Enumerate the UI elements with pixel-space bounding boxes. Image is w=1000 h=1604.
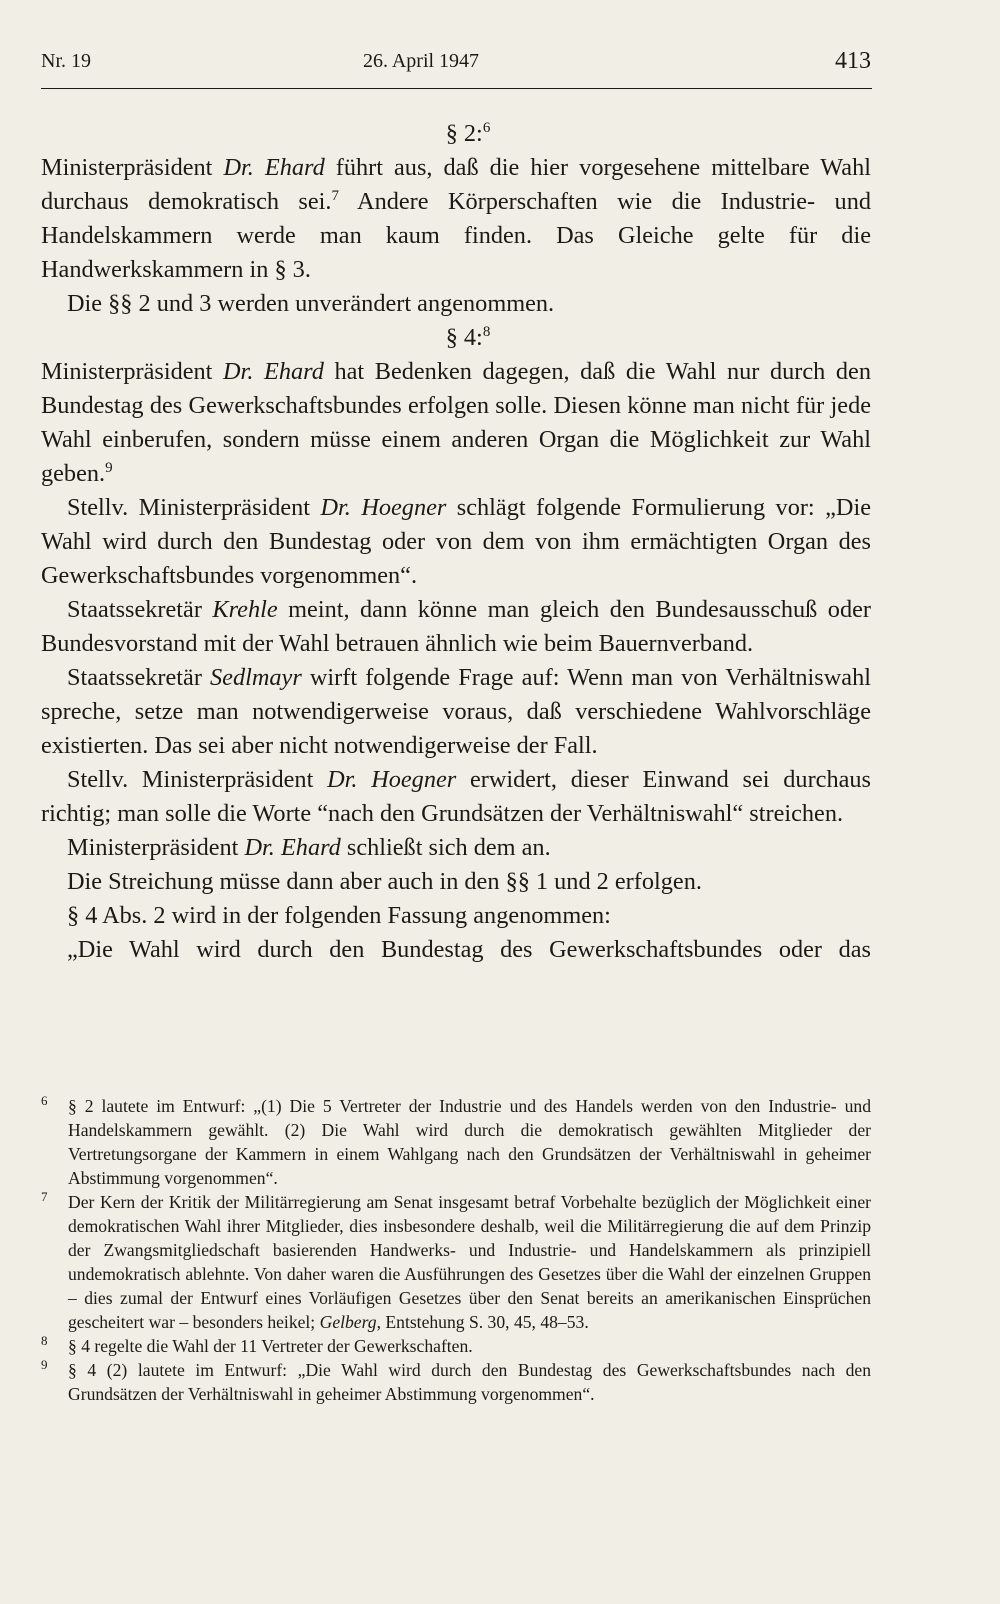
- paragraph: § 4 Abs. 2 wird in der folgenden Fassung angenommen:: [67, 902, 611, 929]
- footnote-mark: 7: [41, 1189, 48, 1204]
- page-number: 413: [835, 48, 871, 74]
- person-name: Ehard: [264, 154, 325, 181]
- footnote-6: 6 § 2 lautete im Entwurf: „(1) Die 5 Vertreter der Industrie und des Handels werden von den Industrie- und Handelskammern gewählt. (2) Die Wahl wird durch die demokratisch gewählten Mitglieder der Vertretungsorgane der Kammern in einem Wahlgang nach den Grundsätzen der Verhältniswahl in geheimer Abstimmung vorgenommen“.: [41, 1094, 871, 1190]
- footnote-mark: 9: [41, 1357, 48, 1372]
- footnote-mark: 8: [41, 1333, 48, 1348]
- footnote-8: 8 § 4 regelte die Wahl der 11 Vertreter der Gewerkschaften.: [41, 1334, 871, 1358]
- paragraph: Die §§ 2 und 3 werden unverändert angenommen.: [67, 290, 555, 317]
- paragraph: Die Streichung müsse dann aber auch in den §§ 1 und 2 erfolgen.: [67, 868, 702, 895]
- footnote-7: 7 Der Kern der Kritik der Militärregierung am Senat insgesamt betraf Vorbehalte bezüglich der Möglichkeit einer demokratischen Wahl ihrer Mitglieder, dies insbesondere deshalb, weil die Militärregierung die auf dem Prinzip der Zwangsmitgliedschaft basierenden Handwerks- und Industrie- und Handelskammern als prinzipiell undemokratisch ablehnte. Von daher waren die Ausführungen des Gesetzes über die Wahl der einzelnen Gruppen – dies zumal der Entwurf eines Vorläufigen Gesetzes über den Senat bereits an amerikanischen Einsprüchen gescheitert war – besonders heikel; Gelberg, Entstehung S. 30, 45, 48–53.: [41, 1190, 871, 1334]
- paragraph: Ministerpräsident Dr. Ehard schließt sich dem an.: [67, 834, 551, 861]
- paragraph: Staatssekretär Krehle meint, dann könne man gleich den Bundesausschuß oder Bundesvorstand mit der Wahl betrauen ähnlich wie beim Bauernverband.: [41, 596, 871, 657]
- person-name: Ehard: [264, 358, 324, 385]
- header-date: 26. April 1947: [362, 50, 480, 72]
- person-name: Krehle: [212, 596, 278, 623]
- section-heading-4: § 4:$^8$: [445, 324, 491, 351]
- paragraph: Stellv. Ministerpräsident Dr. Hoegner schlägt folgende Formulierung vor: „Die Wahl wird durch den Bundestag oder von dem von ihm ermächtigten Organ des Gewerkschaftsbundes vorgenommen“.: [41, 494, 871, 589]
- person-name: Gelberg: [319, 1312, 377, 1332]
- footnote-ref: 8: [482, 324, 491, 340]
- footnote-ref: 7: [331, 188, 339, 204]
- main-text: [41, 117, 871, 967]
- footnote-ref: 9: [105, 460, 113, 476]
- issue-number: Nr. 19: [41, 50, 91, 72]
- footnote-ref: 6: [482, 120, 491, 136]
- footnotes: [41, 1094, 871, 1406]
- footnote-9: 9 § 4 (2) lautete im Entwurf: „Die Wahl wird durch den Bundestag des Gewerkschaftsbundes nach den Grundsätzen der Verhältniswahl in geheimer Abstimmung vorgenommen“.: [41, 1358, 871, 1406]
- paragraph: Stellv. Ministerpräsident Dr. Hoegner erwidert, dieser Einwand sei durchaus richtig; man solle die Worte “nach den Grundsätzen der Verhältniswahl“ streichen.: [41, 766, 871, 827]
- header-rule: [41, 88, 872, 89]
- paragraph: Ministerpräsident Dr. Ehard führt aus, daß die hier vorgesehene mittelbare Wahl durchaus demokratisch sei.$^7$ Andere Körperschaften wie die Industrie- und Handelskammern werde man kaum finden. Das Gleiche gelte für die Handwerkskammern in § 3.: [41, 154, 871, 283]
- person-name: Hoegner: [361, 494, 447, 521]
- section-heading-2: § 2:$^6$: [445, 120, 491, 147]
- person-name: Sedlmayr: [210, 664, 302, 691]
- paragraph: Staatssekretär Sedlmayr wirft folgende Frage auf: Wenn man von Verhältniswahl spreche, setze man notwendigerweise voraus, daß verschiedene Wahlvorschläge existierten. Das sei aber nicht notwendigerweise der Fall.: [41, 664, 871, 759]
- person-name: Ehard: [280, 834, 341, 861]
- paragraph: Ministerpräsident Dr. Ehard hat Bedenken dagegen, daß die Wahl nur durch den Bundestag des Gewerkschaftsbundes erfolgen solle. Diesen könne man nicht für jede Wahl einberufen, sondern müsse einem anderen Organ die Möglichkeit zur Wahl geben.$^9$: [41, 358, 871, 487]
- running-header: [41, 50, 871, 84]
- footnote-mark: 6: [41, 1093, 48, 1108]
- paragraph: „Die Wahl wird durch den Bundestag des Gewerkschaftsbundes oder das: [67, 936, 871, 963]
- person-name: Hoegner: [371, 766, 457, 793]
